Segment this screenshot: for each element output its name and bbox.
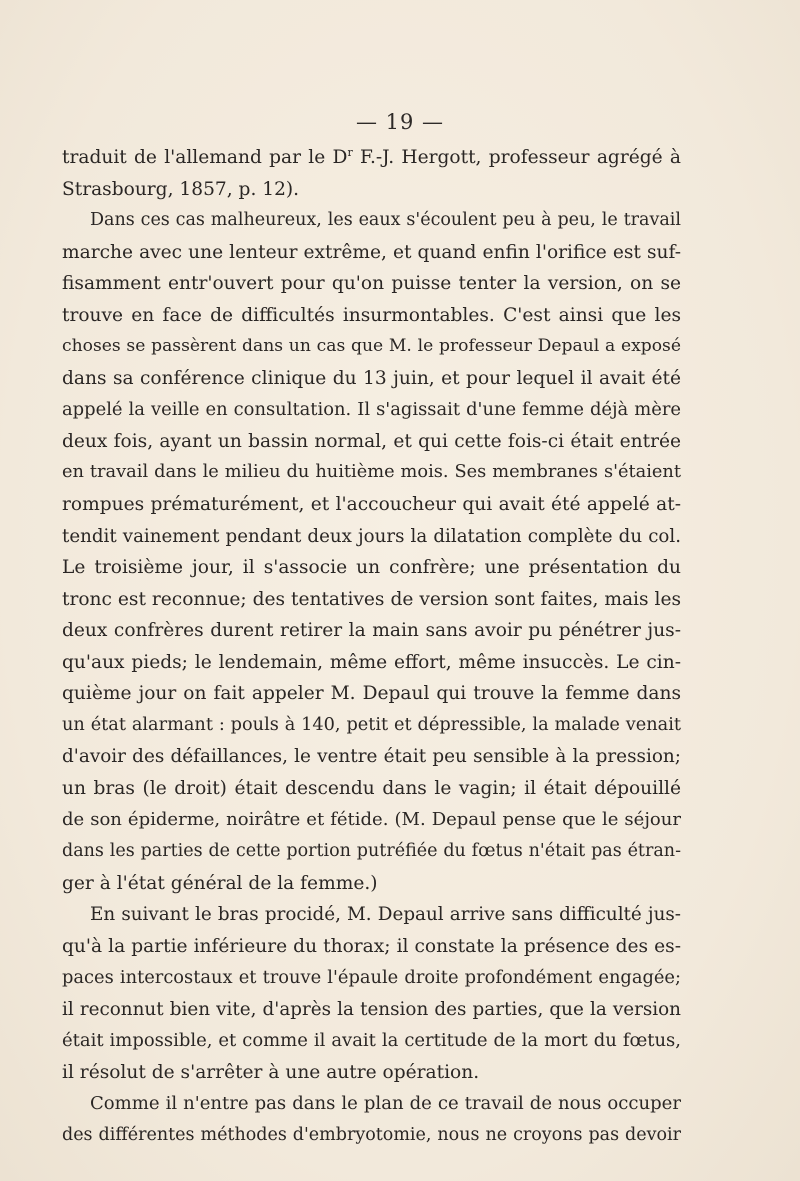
page-number: — 19 — (355, 110, 445, 134)
text-line: était impossible, et comme il avait la certitude de la mort du fœtus, (62, 1030, 681, 1052)
text-line: il résolut de s'arrêter à une autre opération. (62, 1061, 480, 1083)
text-line: deux fois, ayant un bassin normal, et qui cette fois-ci était entrée (62, 430, 681, 452)
superscript: r (347, 145, 353, 159)
text-line: deux confrères durent retirer la main sans avoir pu pénétrer jus- (62, 620, 681, 642)
text-line: ger à l'état général de la femme.) (62, 872, 378, 894)
text-line: Comme il n'entre pas dans le plan de ce travail de nous occuper (90, 1093, 681, 1115)
text-line (62, 142, 681, 174)
text-line-part: traduit de l'allemand par le D (62, 147, 348, 168)
text-line: d'avoir des défaillances, le ventre était peu sensible à la pression; (62, 746, 681, 768)
text-line: qu'à la partie inférieure du thorax; il constate la présence des es- (62, 935, 681, 957)
text-line: choses se passèrent dans un cas que M. le professeur Depaul a exposé (62, 336, 681, 357)
text-line: de son épiderme, noirâtre et fétide. (M. Depaul pense que le séjour (62, 809, 681, 831)
text-line: il reconnut bien vite, d'après la tension des parties, que la version (62, 998, 681, 1020)
text-line: marche avec une lenteur extrême, et quand enfin l'orifice est suf- (62, 241, 681, 263)
text-line: dans les parties de cette portion putréfiée du fœtus n'était pas étran- (62, 841, 681, 862)
text-line: Strasbourg, 1857, p. 12). (62, 178, 300, 200)
text-line: qu'aux pieds; le lendemain, même effort, même insuccès. Le cin- (62, 651, 681, 673)
text-line: Dans ces cas malheureux, les eaux s'écoulent peu à peu, le travail (90, 210, 681, 231)
text-line: fisamment entr'ouvert pour qu'on puisse tenter la version, on se (62, 273, 681, 295)
text-line: en travail dans le milieu du huitième mois. Ses membranes s'étaient (62, 462, 681, 483)
text-line: dans sa conférence clinique du 13 juin, et pour lequel il avait été (62, 367, 681, 389)
text-line: quième jour on fait appeler M. Depaul qui trouve la femme dans (62, 683, 681, 705)
text-line: un état alarmant : pouls à 140, petit et dépressible, la malade venait (62, 714, 681, 735)
text-line: tendit vainement pendant deux jours la dilatation complète du col. (62, 525, 681, 547)
text-line: Le troisième jour, il s'associe un confrère; une présentation du (62, 557, 681, 579)
text-line: un bras (le droit) était descendu dans le vagin; il était dépouillé (62, 777, 681, 799)
text-line: En suivant le bras procidé, M. Depaul arrive sans difficulté jus- (90, 904, 681, 926)
body-text (62, 142, 681, 1152)
text-line-part: F.-J. Hergott, professeur agrégé à (352, 147, 681, 168)
text-line: paces intercostaux et trouve l'épaule droite profondément engagée; (62, 967, 681, 989)
text-line: appelé la veille en consultation. Il s'agissait d'une femme déjà mère (62, 399, 681, 421)
text-line: trouve en face de difficultés insurmontables. C'est ainsi que les (62, 304, 681, 326)
text-line: rompues prématurément, et l'accoucheur qui avait été appelé at- (62, 494, 681, 516)
text-line: des différentes méthodes d'embryotomie, nous ne croyons pas devoir (62, 1124, 681, 1145)
text-line: tronc est reconnue; des tentatives de version sont faites, mais les (62, 588, 681, 610)
